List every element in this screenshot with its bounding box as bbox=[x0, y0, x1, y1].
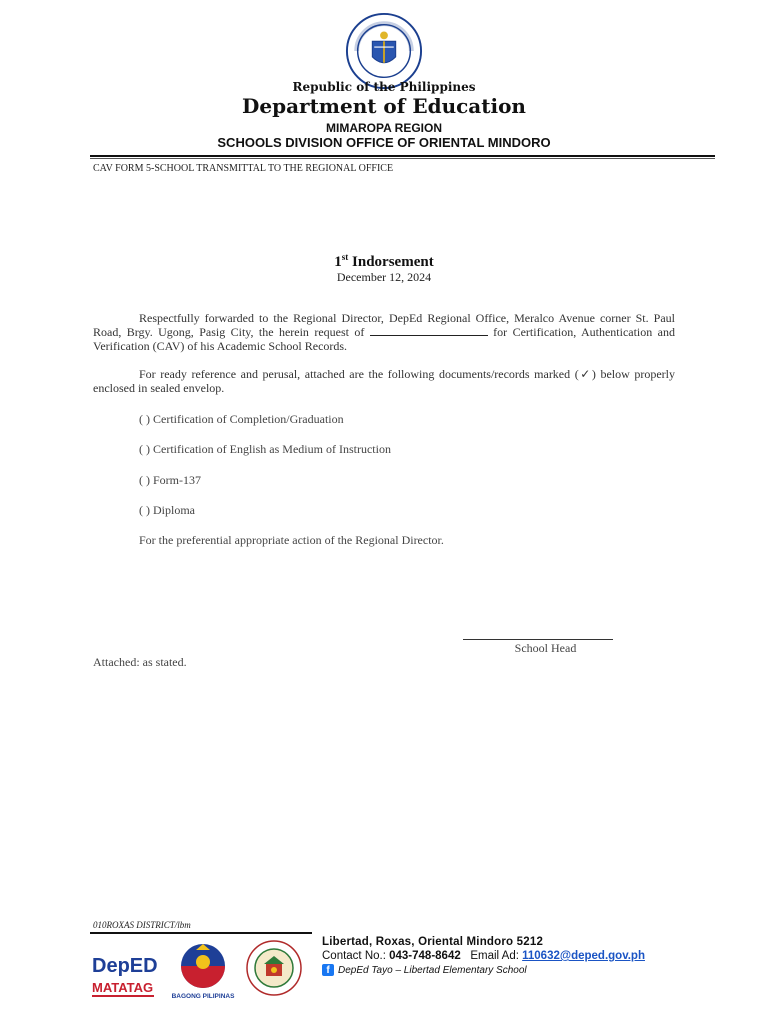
checklist-item-english: ( ) Certification of English as Medium of Instruction bbox=[139, 442, 391, 456]
action-line: For the preferential appropriate action of the Regional Director. bbox=[139, 533, 444, 547]
footer-divider bbox=[90, 932, 312, 934]
footer-code: 010ROXAS DISTRICT/lbm bbox=[93, 920, 191, 930]
facebook-icon[interactable]: f bbox=[322, 964, 334, 976]
forwarding-paragraph bbox=[93, 311, 675, 353]
checklist-item-completion: ( ) Certification of Completion/Graduation bbox=[139, 412, 344, 426]
republic-line: Republic of the Philippines bbox=[292, 80, 476, 94]
department-title: Department of Education bbox=[242, 94, 526, 118]
checklist-item-diploma: ( ) Diploma bbox=[139, 503, 195, 517]
facebook-row bbox=[322, 964, 527, 976]
email-label: Email Ad: bbox=[470, 950, 523, 962]
signature-line bbox=[463, 639, 613, 640]
indorsement-title bbox=[0, 252, 768, 271]
indorsement-suffix: st bbox=[341, 252, 349, 262]
contact-line bbox=[322, 950, 645, 962]
deped-matatag-logo bbox=[90, 948, 160, 1000]
deped-logo-text: DepED bbox=[92, 955, 158, 977]
forwarding-text-start: Respectfully forwarded to the Regional Director, DepEd Regional Office, Meralco Avenue corner St. Paul Road, Brgy. Ugong, Pasig City, the herein request of bbox=[93, 311, 675, 339]
school-address: Libertad, Roxas, Oriental Mindoro 5212 bbox=[322, 936, 544, 948]
attached-note: Attached: as stated. bbox=[93, 655, 187, 669]
division-line: SCHOOLS DIVISION OFFICE OF ORIENTAL MINDORO bbox=[217, 135, 551, 150]
email-link[interactable]: 110632@deped.gov.ph bbox=[522, 950, 645, 962]
contact-label: Contact No.: bbox=[322, 950, 390, 962]
facebook-page[interactable]: DepEd Tayo – Libertad Elementary School bbox=[338, 964, 527, 976]
school-seal bbox=[246, 940, 302, 996]
forwarding-text-end: for Certification, Authentication and Verification (CAV) of his Academic School Records. bbox=[93, 325, 675, 353]
reference-paragraph bbox=[93, 367, 675, 395]
indorsement-title-text: Indorsement bbox=[348, 254, 434, 270]
region-line: MIMAROPA REGION bbox=[326, 121, 442, 135]
header-divider bbox=[90, 155, 715, 157]
reference-text: For ready reference and perusal, attached are the following documents/records marked (✓) below properly enclosed in sealed envelop. bbox=[93, 367, 675, 395]
deped-seal bbox=[345, 12, 423, 90]
form-label: CAV FORM 5-SCHOOL TRANSMITTAL TO THE REGIONAL OFFICE bbox=[93, 163, 394, 174]
signature-label: School Head bbox=[514, 641, 577, 655]
indorsement-date: December 12, 2024 bbox=[336, 270, 432, 284]
bagong-pilipinas-text: BAGONG PILIPINAS bbox=[171, 993, 235, 1000]
indorsement-ordinal: 1 bbox=[334, 254, 342, 270]
bagong-pilipinas-logo bbox=[170, 942, 236, 1000]
requester-name-blank[interactable] bbox=[370, 325, 488, 336]
checklist-item-form137: ( ) Form-137 bbox=[139, 473, 201, 487]
contact-number: 043-748-8642 bbox=[389, 950, 461, 962]
header-divider-thin bbox=[90, 158, 715, 159]
matatag-logo-text: MATATAG bbox=[92, 980, 154, 995]
